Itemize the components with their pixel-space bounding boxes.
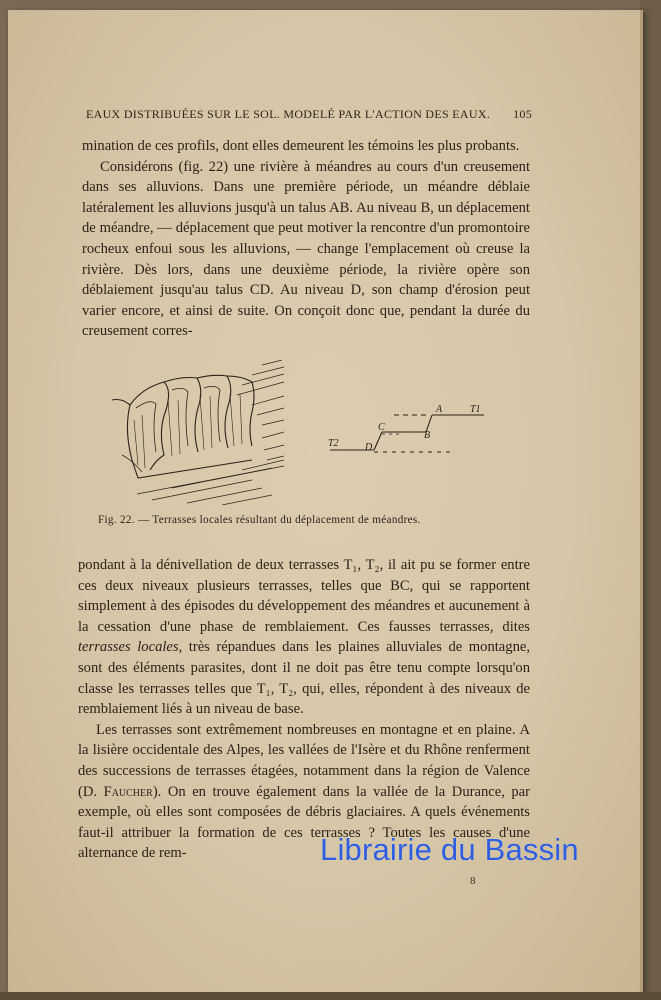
paragraph-1: mination de ces profils, dont elles demeurent les témoins les plus probants. bbox=[82, 138, 520, 154]
text-block-bottom bbox=[78, 555, 530, 864]
paragraph-4-part1: Les terrasses sont extrêmement nombreuses en montagne et en plaine. A la lisière occidentale des Alpes, les vallées de l'Isère et du Rhône renferment des successions de terrasses étagées, notamment dans la région de Valence (D. bbox=[78, 721, 530, 800]
label-d: D bbox=[365, 442, 373, 453]
figure-22 bbox=[112, 360, 492, 505]
paragraph-3-part1: pondant à la dénivellation de deux terrasses T₁, T₂, il ait pu se former entre ces deux niveaux plusieurs terrasses, telles que BC, qui se rapportent simplement à des épisodes du développement des méandres et aucunement à la cessation d'une phase de remblaiement. Ces fausses terrasses, dites bbox=[78, 557, 530, 635]
label-b: B bbox=[424, 430, 431, 441]
profile-diagram bbox=[330, 415, 484, 452]
terrace-diagram bbox=[112, 360, 492, 505]
label-a: A bbox=[436, 404, 443, 415]
page-number: 105 bbox=[513, 107, 532, 121]
signature-mark: 8 bbox=[470, 875, 476, 887]
paragraph-4-part2: ). On en trouve également dans la vallée de la Durance, par exemple, où elles sont composées de débris glaciaires. A quels événements faut-il attribuer la formation de ces terrasses ? Toutes les causes d'une alternance de rem- bbox=[78, 783, 530, 862]
author-name: Faucher bbox=[103, 783, 153, 800]
paragraph-3-italic: terrasses locales bbox=[78, 639, 179, 656]
running-header bbox=[86, 107, 532, 122]
watermark: Librairie du Bassin bbox=[320, 832, 579, 867]
background-edge bbox=[640, 0, 661, 1000]
text-block-top bbox=[82, 136, 530, 342]
label-t1: T1 bbox=[470, 404, 481, 415]
block-diagram bbox=[112, 360, 284, 505]
label-t2: T2 bbox=[328, 438, 339, 449]
figure-caption: Fig. 22. — Terrasses locales résultant du déplacement de méandres. bbox=[98, 514, 421, 526]
running-header-title: EAUX DISTRIBUÉES SUR LE SOL. MODELÉ PAR L'ACTION DES EAUX. bbox=[86, 107, 491, 121]
paragraph-2: Considérons (fig. 22) une rivière à méandres au cours d'un creusement dans ses alluvions. Dans une première période, un méandre déblaie latéralement les alluvions jusqu'à un talus AB. Au niveau B, un déplacement de méandre, — déplacement que peut motiver la rencontre d'un promontoire rocheux enfoui sous les alluvions, — change l'emplacement où creuse la rivière. Dès lors, dans une deuxième période, la rivière opère son déblaiement jusqu'au talus CD. Au niveau D, son champ d'érosion peut varier encore, et ainsi de suite. On conçoit donc que, pendant la durée du creusement corres- bbox=[82, 158, 530, 340]
paragraph-3-part2: , très répandues dans les plaines alluviales de montagne, sont des éléments parasites, dont il ne doit pas être tenu compte lorsqu'on classe les terrasses telles que T₁, T₂, qui, elles, répondent à des niveaux de remblaiement liés à un niveau de base. bbox=[78, 639, 530, 718]
label-c: C bbox=[378, 422, 385, 433]
background-edge-bottom bbox=[0, 992, 661, 1000]
paragraph-3 bbox=[78, 555, 530, 720]
